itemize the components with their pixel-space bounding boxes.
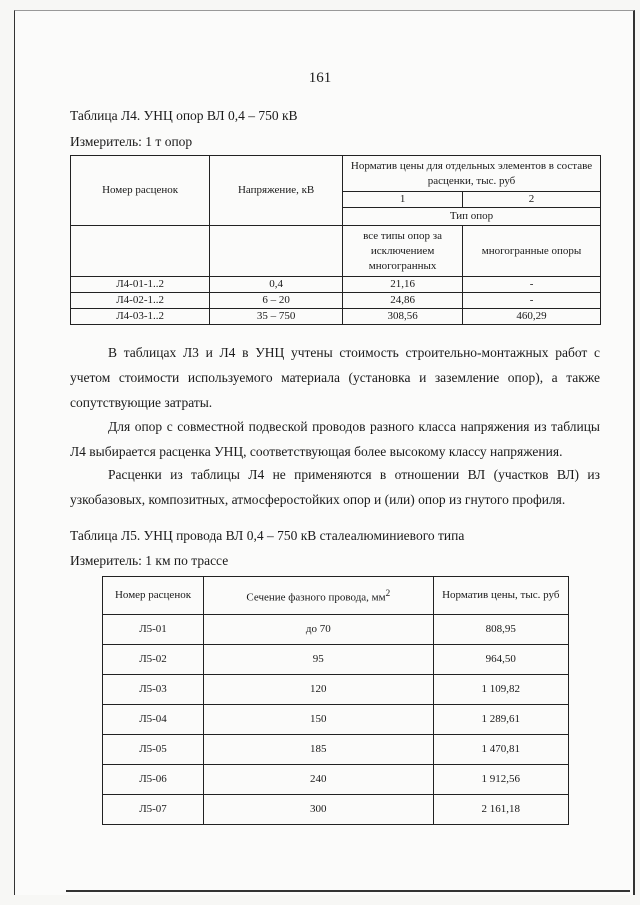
cell-voltage: 6 – 20: [210, 293, 343, 309]
cell-section: 150: [204, 705, 434, 735]
header-all-types: все типы опор за исключением многогранных: [343, 226, 463, 277]
table-row: [103, 645, 569, 675]
cell-section: 300: [204, 795, 434, 825]
header-section-text: Сечение фазного провода, мм: [246, 591, 386, 604]
cell-code: Л5-02: [103, 645, 204, 675]
cell-all-types: 21,16: [343, 277, 463, 293]
header-col-num-1: 1: [343, 192, 463, 208]
cell-section: до 70: [204, 615, 434, 645]
cell-code: Л4-03-1..2: [71, 309, 210, 325]
header-section-sup: 2: [385, 587, 391, 598]
cell-voltage: 0,4: [210, 277, 343, 293]
cell-price: 1 912,56: [433, 765, 568, 795]
cell-section: 185: [204, 735, 434, 765]
cell-code: Л5-04: [103, 705, 204, 735]
cell-code: Л5-07: [103, 795, 204, 825]
cell-code: Л5-06: [103, 765, 204, 795]
table-row: [103, 675, 569, 705]
cell-all-types: 24,86: [343, 293, 463, 309]
header-support-type: Тип опор: [343, 208, 601, 226]
header-spacer: [71, 226, 210, 277]
cell-code: Л5-05: [103, 735, 204, 765]
header-col-num-2: 2: [463, 192, 601, 208]
header-rate-number: Номер расценок: [71, 156, 210, 226]
cell-price: 1 109,82: [433, 675, 568, 705]
table-row: [103, 765, 569, 795]
cell-price: 2 161,18: [433, 795, 568, 825]
cell-price: 964,50: [433, 645, 568, 675]
cell-section: 120: [204, 675, 434, 705]
table-row: [71, 293, 601, 309]
cell-code: Л4-01-1..2: [71, 277, 210, 293]
header-spacer: [210, 226, 343, 277]
table-row: [103, 705, 569, 735]
cell-all-types: 308,56: [343, 309, 463, 325]
bottom-rule: [66, 890, 630, 892]
cell-multifaceted: -: [463, 293, 601, 309]
table-row: [103, 795, 569, 825]
table-l5-caption: Таблица Л5. УНЦ провода ВЛ 0,4 – 750 кВ сталеалюминиевого типа: [70, 528, 465, 543]
header-price-norm: Норматив цены для отдельных элементов в составе расценки, тыс. руб: [343, 156, 601, 192]
cell-code: Л5-03: [103, 675, 204, 705]
table-l5-unit: Измеритель: 1 км по трассе: [70, 553, 229, 568]
paragraph-1: В таблицах Л3 и Л4 в УНЦ учтены стоимость строительно-монтажных работ с учетом стоимости используемого материала (установка и заземление опор), а также сопутствующие затраты.: [70, 345, 600, 410]
header-multifaceted: многогранные опоры: [463, 226, 601, 277]
paragraph-3: Расценки из таблицы Л4 не применяются в отношении ВЛ (участков ВЛ) из узкобазовых, композитных, атмосферостойких опор и (или) опор из гнутого профиля.: [70, 467, 600, 507]
cell-section: 240: [204, 765, 434, 795]
table-row: [71, 277, 601, 293]
cell-code: Л5-01: [103, 615, 204, 645]
cell-voltage: 35 – 750: [210, 309, 343, 325]
cell-code: Л4-02-1..2: [71, 293, 210, 309]
table-l4-caption: Таблица Л4. УНЦ опор ВЛ 0,4 – 750 кВ: [70, 108, 298, 123]
cell-section: 95: [204, 645, 434, 675]
header-rate-number: Номер расценок: [103, 577, 204, 615]
cell-price: 1 289,61: [433, 705, 568, 735]
cell-price: 808,95: [433, 615, 568, 645]
cell-price: 1 470,81: [433, 735, 568, 765]
table-row: [71, 309, 601, 325]
cell-multifaceted: -: [463, 277, 601, 293]
table-row: [103, 735, 569, 765]
header-section: [204, 577, 434, 615]
paragraph-2: Для опор с совместной подвеской проводов разного класса напряжения из таблицы Л4 выбирается расценка УНЦ, соответствующая более высокому классу напряжения.: [70, 419, 600, 459]
table-row: [103, 615, 569, 645]
page-number: 161: [308, 70, 332, 86]
table-l5: [102, 576, 569, 825]
table-l4: [70, 155, 601, 325]
header-voltage: Напряжение, кВ: [210, 156, 343, 226]
header-price-norm: Норматив цены, тыс. руб: [433, 577, 568, 615]
table-l4-unit: Измеритель: 1 т опор: [70, 134, 193, 149]
cell-multifaceted: 460,29: [463, 309, 601, 325]
